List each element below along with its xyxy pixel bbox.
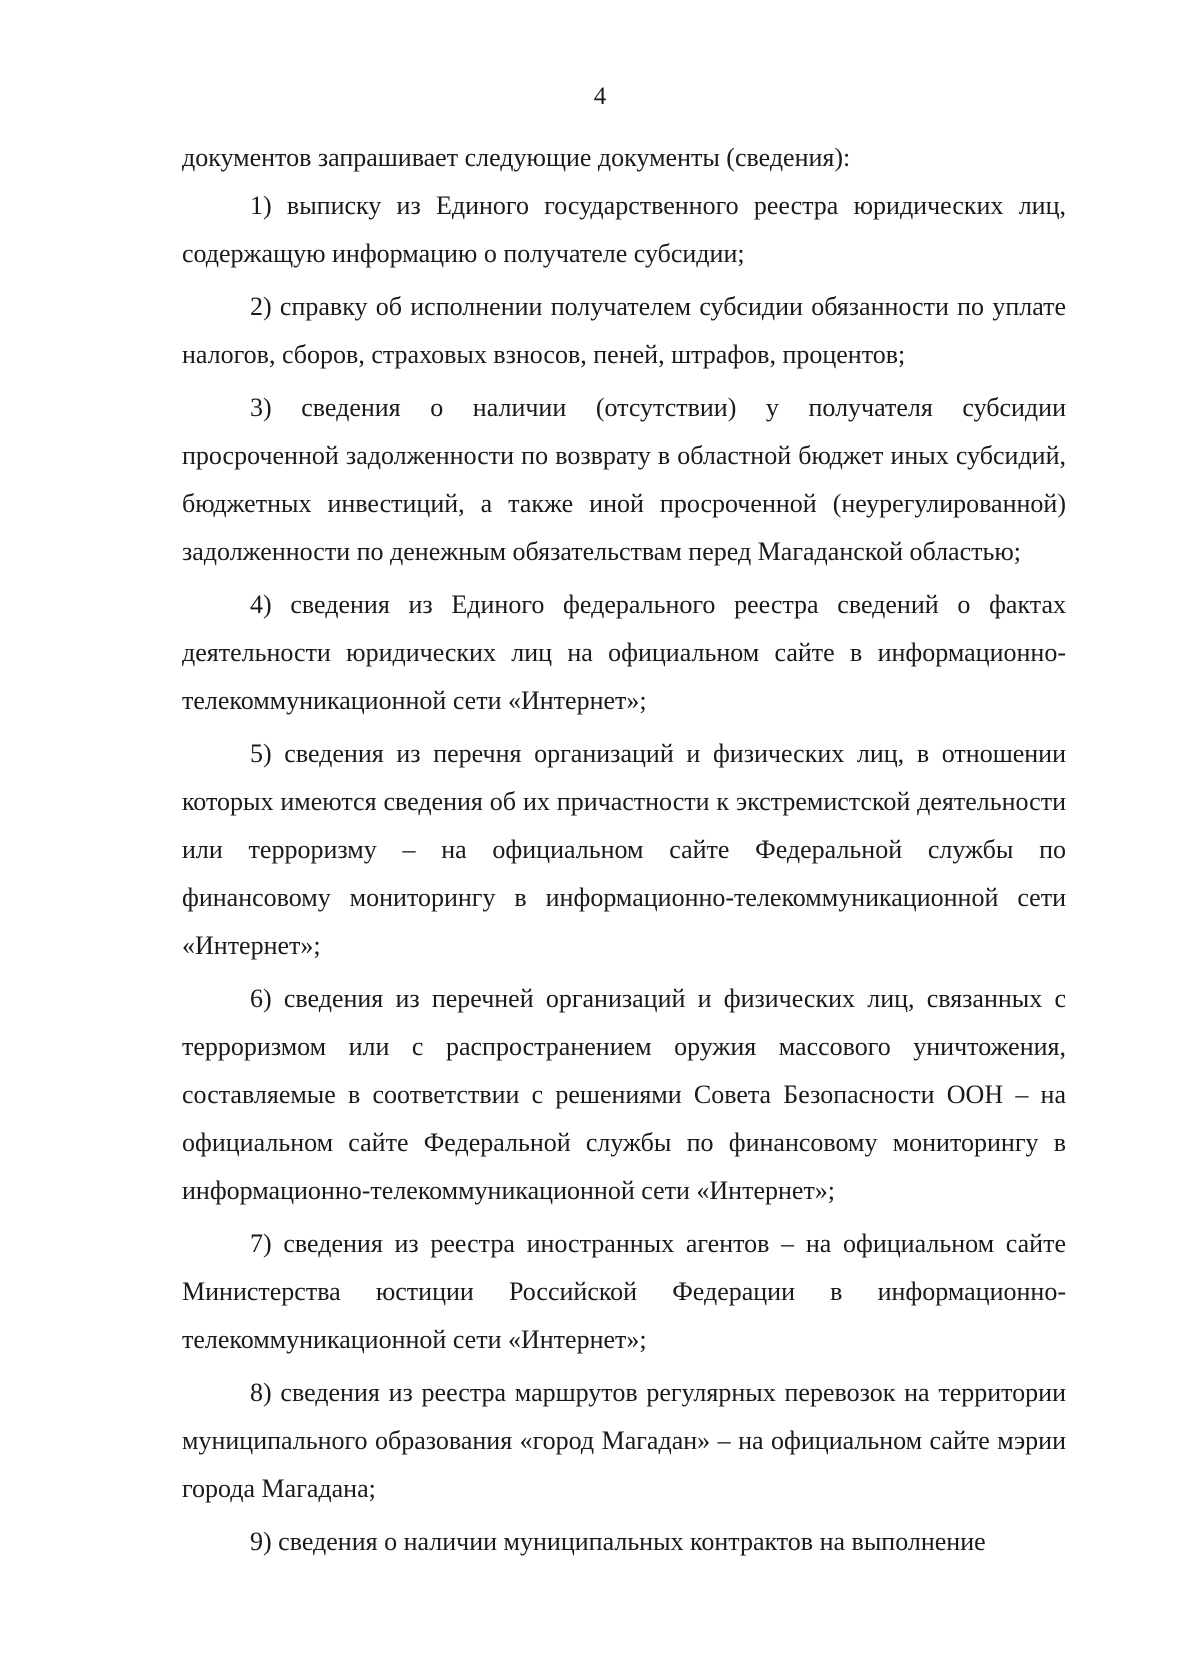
list-item-3: 3) сведения о наличии (отсутствии) у получателя субсидии просроченной задолженности по возврату в областной бюджет иных субсидий, бюджетных инвестиций, а также иной просроченной (неурегулированной) задолженности по денежным обязательствам перед Магаданской областью; xyxy=(182,393,1066,566)
page-number: 4 xyxy=(593,83,607,110)
list-item-8: 8) сведения из реестра маршрутов регулярных перевозок на территории муниципального образования «город Магадан» – на официальном сайте мэрии города Магадана; xyxy=(182,1378,1066,1503)
list-item-4: 4) сведения из Единого федерального реестра сведений о фактах деятельности юридических лиц на официальном сайте в информационно-телекоммуникационной сети «Интернет»; xyxy=(182,590,1066,715)
list-item-5: 5) сведения из перечня организаций и физических лиц, в отношении которых имеются сведения об их причастности к экстремистской деятельности или терроризму – на официальном сайте Федеральной службы по финансовому мониторингу в информационно-телекоммуникационной сети «Интернет»; xyxy=(182,739,1066,960)
document-body xyxy=(182,134,1066,1566)
list-item-1: 1) выписку из Единого государственного реестра юридических лиц, содержащую информацию о получателе субсидии; xyxy=(182,191,1066,268)
list-item-2: 2) справку об исполнении получателем субсидии обязанности по уплате налогов, сборов, страховых взносов, пеней, штрафов, процентов; xyxy=(182,292,1066,369)
list-item-7: 7) сведения из реестра иностранных агентов – на официальном сайте Министерства юстиции Российской Федерации в информационно-телекоммуникационной сети «Интернет»; xyxy=(182,1229,1066,1354)
paragraph-continuation: документов запрашивает следующие документы (сведения): xyxy=(182,143,851,172)
list-item-9: 9) сведения о наличии муниципальных контрактов на выполнение xyxy=(250,1527,986,1556)
list-item-6: 6) сведения из перечней организаций и физических лиц, связанных с терроризмом или с распространением оружия массового уничтожения, составляемые в соответствии с решениями Совета Безопасности ООН – на официальном сайте Федеральной службы по финансовому мониторингу в информационно-телекоммуникационной сети «Интернет»; xyxy=(182,984,1066,1205)
